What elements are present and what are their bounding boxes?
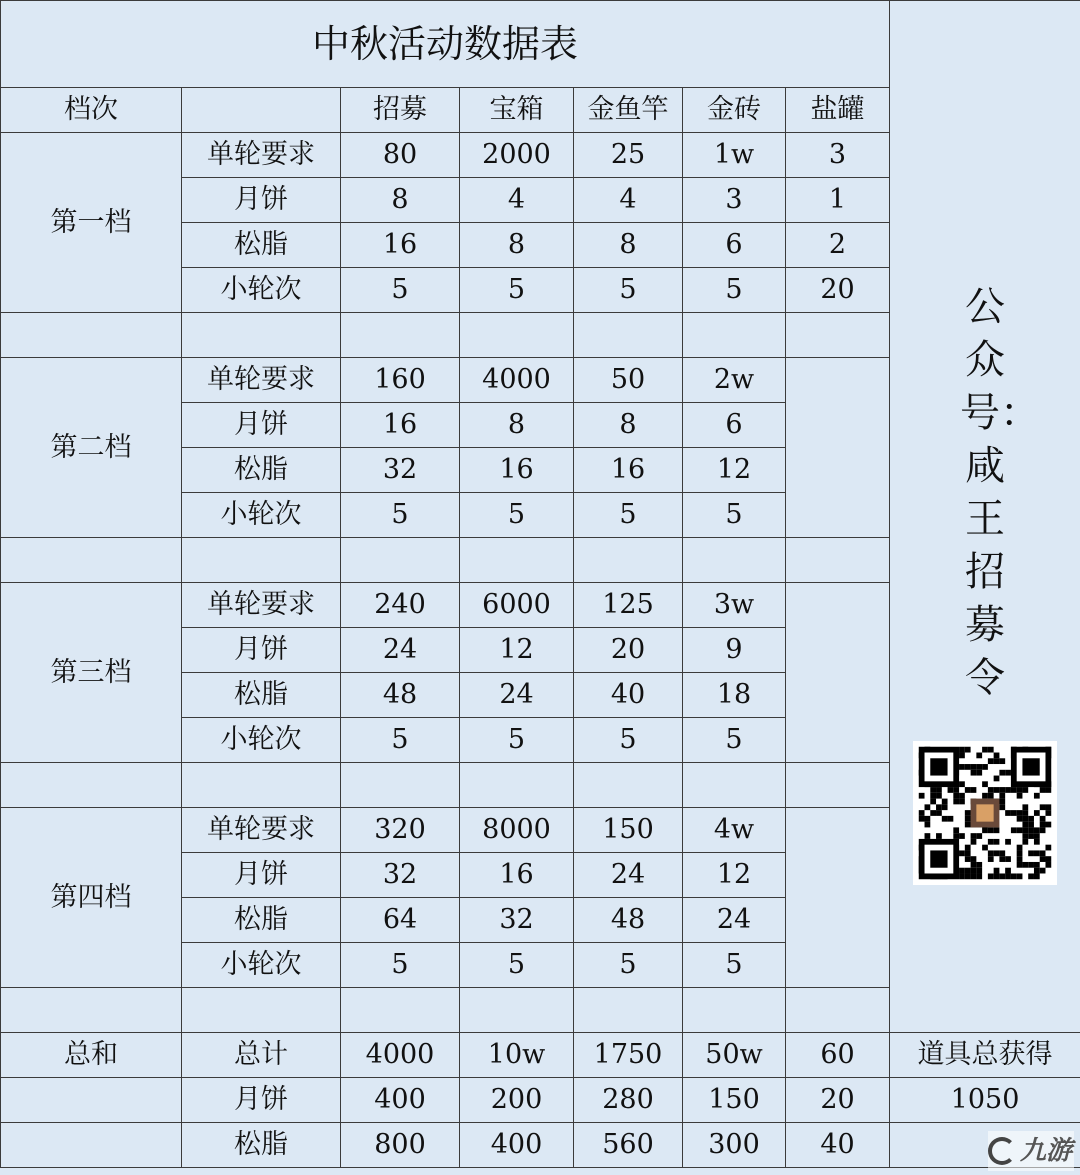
value-cell: 8 — [574, 223, 683, 268]
value-cell: 6000 — [460, 583, 574, 628]
value-cell: 4 — [460, 178, 574, 223]
row-label: 单轮要求 — [182, 358, 341, 403]
value-cell: 16 — [460, 853, 574, 898]
summary-label: 总和 — [1, 1033, 182, 1078]
value-cell: 5 — [460, 268, 574, 313]
tier-label: 第四档 — [1, 808, 182, 988]
row-label: 总计 — [182, 1033, 341, 1078]
empty-cell — [1, 313, 182, 358]
empty-cell — [683, 763, 786, 808]
empty-cell — [182, 763, 341, 808]
value-cell: 24 — [683, 898, 786, 943]
value-cell: 12 — [683, 853, 786, 898]
value-cell: 5 — [574, 718, 683, 763]
empty-cell — [1, 763, 182, 808]
value-cell: 5 — [341, 493, 460, 538]
value-cell: 24 — [341, 628, 460, 673]
row-label: 单轮要求 — [182, 808, 341, 853]
value-cell: 1 — [786, 178, 890, 223]
column-header: 宝箱 — [460, 88, 574, 133]
column-header: 招募 — [341, 88, 460, 133]
value-cell: 32 — [341, 448, 460, 493]
empty-cell — [341, 988, 460, 1033]
empty-cell — [341, 763, 460, 808]
row-label: 松脂 — [182, 898, 341, 943]
empty-cell — [1, 1078, 182, 1123]
value-cell: 20 — [786, 1078, 890, 1123]
row-label: 单轮要求 — [182, 133, 341, 178]
row-label: 松脂 — [182, 223, 341, 268]
value-cell: 20 — [574, 628, 683, 673]
value-cell: 8 — [574, 403, 683, 448]
empty-cell — [786, 313, 890, 358]
value-cell: 150 — [574, 808, 683, 853]
row-label: 月饼 — [182, 403, 341, 448]
value-cell: 150 — [683, 1078, 786, 1123]
row-label: 月饼 — [182, 628, 341, 673]
table-title: 中秋活动数据表 — [1, 1, 890, 88]
value-cell: 32 — [460, 898, 574, 943]
value-cell: 40 — [574, 673, 683, 718]
value-cell: 200 — [460, 1078, 574, 1123]
summary-row — [1, 1123, 1080, 1168]
summary-row — [1, 1078, 1080, 1123]
empty-cell — [683, 988, 786, 1033]
value-cell: 60 — [786, 1033, 890, 1078]
value-cell: 20 — [786, 268, 890, 313]
value-cell: 800 — [341, 1123, 460, 1168]
value-cell: 64 — [341, 898, 460, 943]
value-cell: 24 — [574, 853, 683, 898]
value-cell: 2w — [683, 358, 786, 403]
total-items-value: 1050 — [890, 1078, 1080, 1123]
value-cell: 300 — [683, 1123, 786, 1168]
empty-cell — [182, 538, 341, 583]
empty-cell — [1, 988, 182, 1033]
row-label: 月饼 — [182, 853, 341, 898]
column-header: 盐罐 — [786, 88, 890, 133]
value-cell: 400 — [460, 1123, 574, 1168]
value-cell: 5 — [460, 718, 574, 763]
value-cell: 560 — [574, 1123, 683, 1168]
value-cell: 10w — [460, 1033, 574, 1078]
watermark-logo — [988, 1131, 1074, 1171]
row-label: 小轮次 — [182, 718, 341, 763]
value-cell: 50w — [683, 1033, 786, 1078]
row-label: 松脂 — [182, 673, 341, 718]
row-label: 松脂 — [182, 448, 341, 493]
empty-cell — [683, 538, 786, 583]
title-row — [1, 1, 1080, 88]
qr-code-icon — [913, 741, 1057, 885]
empty-cell — [574, 538, 683, 583]
summary-row — [1, 1033, 1080, 1078]
value-cell: 8 — [460, 403, 574, 448]
value-cell: 4w — [683, 808, 786, 853]
value-cell: 280 — [574, 1078, 683, 1123]
value-cell: 9 — [683, 628, 786, 673]
empty-cell — [683, 313, 786, 358]
watermark-text: 九游 — [1020, 1136, 1073, 1166]
value-cell: 6 — [683, 403, 786, 448]
value-cell: 5 — [460, 943, 574, 988]
value-cell: 48 — [341, 673, 460, 718]
value-cell: 5 — [683, 268, 786, 313]
empty-cell — [182, 313, 341, 358]
value-cell: 16 — [574, 448, 683, 493]
value-cell: 400 — [341, 1078, 460, 1123]
empty-cell — [341, 313, 460, 358]
value-cell: 16 — [460, 448, 574, 493]
value-cell: 5 — [341, 268, 460, 313]
value-cell: 25 — [574, 133, 683, 178]
value-cell: 160 — [341, 358, 460, 403]
value-cell: 1750 — [574, 1033, 683, 1078]
value-cell: 5 — [574, 268, 683, 313]
value-cell: 5 — [683, 943, 786, 988]
value-cell: 5 — [341, 943, 460, 988]
column-header — [182, 88, 341, 133]
empty-cell — [574, 988, 683, 1033]
value-cell: 5 — [460, 493, 574, 538]
row-label: 月饼 — [182, 1078, 341, 1123]
value-cell: 8 — [460, 223, 574, 268]
value-cell: 8 — [341, 178, 460, 223]
tier-label: 第二档 — [1, 358, 182, 538]
column-header: 金砖 — [683, 88, 786, 133]
value-cell: 12 — [683, 448, 786, 493]
value-cell: 5 — [341, 718, 460, 763]
empty-cell — [1, 538, 182, 583]
empty-cell — [460, 988, 574, 1033]
column-header: 金鱼竿 — [574, 88, 683, 133]
row-label: 单轮要求 — [182, 583, 341, 628]
empty-cell — [460, 313, 574, 358]
empty-cell — [574, 763, 683, 808]
empty-cell — [786, 763, 890, 808]
value-cell: 240 — [341, 583, 460, 628]
empty-cell — [341, 538, 460, 583]
value-cell: 2000 — [460, 133, 574, 178]
value-cell: 40 — [786, 1123, 890, 1168]
row-label: 小轮次 — [182, 943, 341, 988]
empty-cell — [786, 808, 890, 988]
total-items-label: 道具总获得 — [890, 1033, 1080, 1078]
value-cell: 8000 — [460, 808, 574, 853]
empty-cell — [786, 583, 890, 763]
empty-cell — [786, 358, 890, 538]
empty-cell — [786, 988, 890, 1033]
row-label: 小轮次 — [182, 268, 341, 313]
row-label: 月饼 — [182, 178, 341, 223]
brand-logo-icon — [988, 1137, 1016, 1165]
tier-label: 第三档 — [1, 583, 182, 763]
empty-cell — [460, 763, 574, 808]
value-cell: 16 — [341, 223, 460, 268]
value-cell: 18 — [683, 673, 786, 718]
value-cell: 4000 — [341, 1033, 460, 1078]
value-cell: 3w — [683, 583, 786, 628]
row-label: 松脂 — [182, 1123, 341, 1168]
empty-cell — [574, 313, 683, 358]
side-note-cell — [890, 1, 1080, 1033]
value-cell: 5 — [574, 493, 683, 538]
value-cell: 5 — [574, 943, 683, 988]
empty-cell — [1, 1123, 182, 1168]
value-cell: 16 — [341, 403, 460, 448]
empty-cell — [460, 538, 574, 583]
value-cell: 4 — [574, 178, 683, 223]
value-cell: 50 — [574, 358, 683, 403]
column-header: 档次 — [1, 88, 182, 133]
side-note-text: 公众号：咸王招募令 — [960, 284, 1041, 701]
value-cell: 24 — [460, 673, 574, 718]
value-cell: 1w — [683, 133, 786, 178]
value-cell: 4000 — [460, 358, 574, 403]
value-cell: 12 — [460, 628, 574, 673]
value-cell: 5 — [683, 718, 786, 763]
value-cell: 48 — [574, 898, 683, 943]
value-cell: 32 — [341, 853, 460, 898]
value-cell: 3 — [786, 133, 890, 178]
value-cell: 3 — [683, 178, 786, 223]
value-cell: 320 — [341, 808, 460, 853]
value-cell: 6 — [683, 223, 786, 268]
empty-cell — [786, 538, 890, 583]
row-label: 小轮次 — [182, 493, 341, 538]
tier-label: 第一档 — [1, 133, 182, 313]
value-cell: 125 — [574, 583, 683, 628]
value-cell: 2 — [786, 223, 890, 268]
empty-cell — [182, 988, 341, 1033]
value-cell: 5 — [683, 493, 786, 538]
value-cell: 80 — [341, 133, 460, 178]
